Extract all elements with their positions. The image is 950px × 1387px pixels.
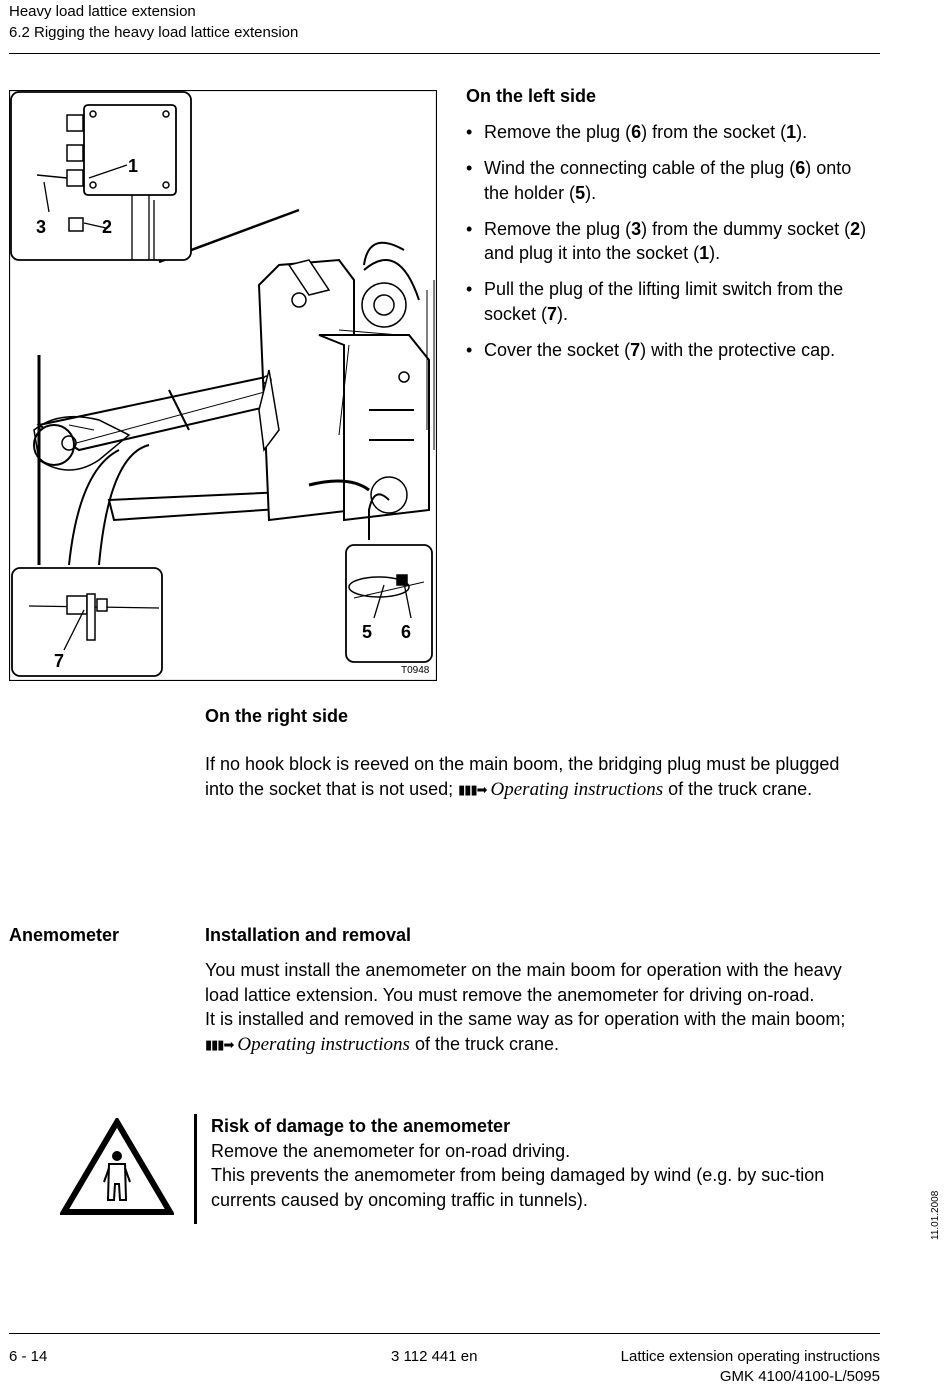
list-item: • Remove the plug (3) from the dummy socket (2) and plug it into the socket (1). xyxy=(466,217,881,266)
page-number: 6 - 14 xyxy=(9,1348,48,1365)
warning-bar xyxy=(194,1114,197,1224)
anemometer-paragraph: You must install the anemometer on the main boom for operation with the heavy load lattice extension. You must remove the anemometer for driving on-road. It is installed and removed in the same way as for operation with the main boom; ▮▮▮➡ Operating instructions of the truck crane. xyxy=(205,958,880,1057)
technical-figure xyxy=(9,90,437,681)
side-date: 11.01.2008 xyxy=(930,1190,941,1240)
callout-1: 1 xyxy=(128,156,139,176)
reference-arrow-icon: ▮▮▮➡ xyxy=(458,781,487,797)
footer-title: Lattice extension operating instructions GMK 4100/4100-L/5095 xyxy=(620,1348,880,1385)
warning-text: Risk of damage to the anemometer Remove the anemometer for on-road driving. This prevents the anemometer from being damaged by wind (e.g. by suc-tion currents caused by oncoming traffic in tunnels). xyxy=(211,1114,879,1212)
list-item: • Wind the connecting cable of the plug (6) onto the holder (5). xyxy=(466,156,881,205)
left-side-steps xyxy=(466,120,881,374)
callout-6: 6 xyxy=(401,622,412,642)
installation-heading: Installation and removal xyxy=(205,925,412,945)
list-item: • Pull the plug of the lifting limit switch from the socket (7). xyxy=(466,277,881,326)
callout-3: 3 xyxy=(36,217,47,237)
left-side-heading: On the left side xyxy=(466,86,597,106)
document-number: 3 112 441 en xyxy=(391,1348,478,1365)
anemometer-side-label: Anemometer xyxy=(9,925,120,945)
header-title: Heavy load lattice extension xyxy=(9,3,196,20)
footer-rule xyxy=(9,1333,880,1334)
list-item: • Cover the socket (7) with the protective cap. xyxy=(466,338,881,363)
reference-arrow-icon: ▮▮▮➡ xyxy=(205,1036,234,1052)
callout-5: 5 xyxy=(362,622,373,642)
right-side-heading: On the right side xyxy=(205,706,349,726)
warning-triangle-icon xyxy=(60,1118,174,1216)
header-rule xyxy=(9,53,880,54)
callout-7: 7 xyxy=(54,651,65,671)
callout-2: 2 xyxy=(102,217,113,237)
operating-instructions-link[interactable]: Operating instructions xyxy=(237,1033,410,1055)
list-item: • Remove the plug (6) from the socket (1). xyxy=(466,120,881,145)
operating-instructions-link[interactable]: Operating instructions xyxy=(490,778,664,800)
header-section: 6.2 Rigging the heavy load lattice extension xyxy=(9,24,299,41)
right-side-text: If no hook block is reeved on the main boom, the bridging plug must be plugged into the socket that is not used; ▮▮▮➡ Operating instructions of the truck crane. xyxy=(205,752,870,802)
figure-code: T0948 xyxy=(401,665,430,676)
warning-title: Risk of damage to the anemometer xyxy=(211,1116,511,1136)
